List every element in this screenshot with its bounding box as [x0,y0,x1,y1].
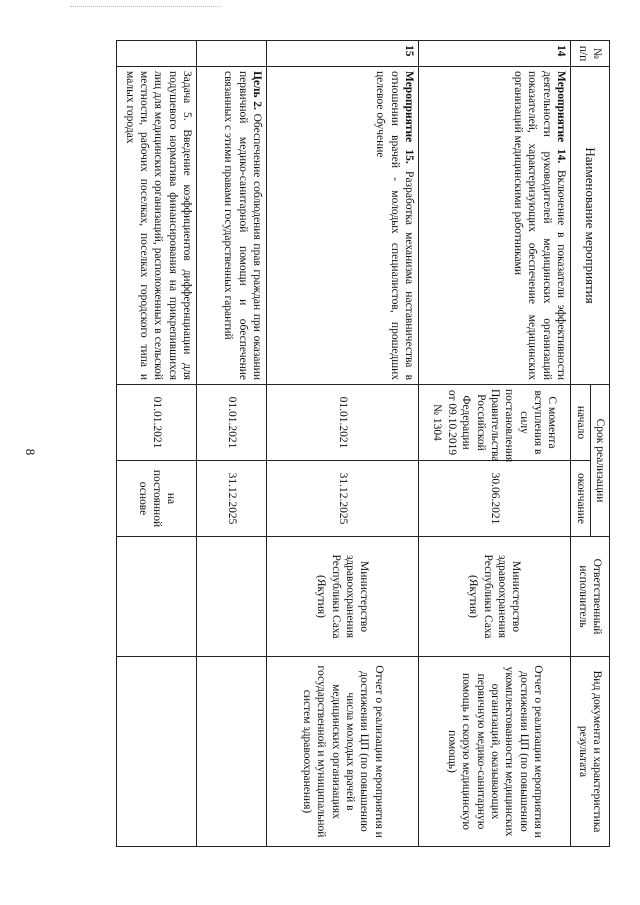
end-date: на постоянной основе [117,461,197,537]
executor: Министерство здравоохранения Республики Саха (Якутия) [267,537,419,657]
task-title: Задача 5. [181,71,194,121]
goal-cell [197,67,267,385]
header-period: Срок реализации [590,385,609,537]
measures-table [116,40,610,847]
goal-title: Цель 2. [251,71,264,110]
result-description [117,657,197,847]
table-header-row [590,41,609,847]
start-date: 01.01.2021 [197,385,267,461]
row-number [117,41,197,67]
table-row [117,41,197,847]
row-number [197,41,267,67]
measure-cell [267,67,419,385]
task-text: Введение коэффициентов дифференциации для подушевого норматива финансирования на прикрепившихся лиц для медицинских организаций, расположенных в сельской местности, рабочих поселках, поселках городского типа и малых городах [123,71,194,381]
header-executor: Ответственный исполнитель [571,537,610,657]
start-date: С момента вступления в силу постановления Правительства Российской Федерации от 09.10.2019 № 1304 [419,385,571,461]
result-description: Отчет о реализации мероприятия и достижении ЦП (по повышению укомплектованности медицинских организаций, оказывающих первичную медико-санитарную помощь и скорую медицинскую помощь) [419,657,571,847]
end-date: 30.06.2021 [419,461,571,537]
header-number: № п/п [571,41,610,67]
table-row [197,41,267,847]
result-description [197,657,267,847]
table-row [419,41,571,847]
measure-text: Разработка механизма наставничества в отношении врачей - молодых специалистов, прошедших целевое обучение [374,71,416,381]
measure-title: Мероприятие 14. [555,71,568,164]
start-date: 01.01.2021 [267,385,419,461]
executor [117,537,197,657]
end-date: 31.12.2025 [267,461,419,537]
executor [197,537,267,657]
scan-artifact-line [70,6,220,7]
table-row [267,41,419,847]
row-number: 14 [419,41,571,67]
header-result: Вид документа и характеристика результата [571,657,610,847]
measure-title: Мероприятие 15. [403,71,416,164]
start-date: 01.01.2021 [117,385,197,461]
row-number: 15 [267,41,419,67]
executor: Министерство здравоохранения Республики Саха (Якутия) [419,537,571,657]
task-cell [117,67,197,385]
header-end: окончание [571,461,590,537]
header-name: Наименование мероприятия [571,67,610,385]
header-start: начало [571,385,590,461]
result-description: Отчет о реализации мероприятия и достижении ЦП (по повышению числа молодых врачей в медицинских организациях государственной и муниципальной систем здравоохранения) [267,657,419,847]
landscape-table-container [85,40,610,846]
measure-cell [419,67,571,385]
end-date: 31.12.2025 [197,461,267,537]
goal-text: Обеспечение соблюдения прав граждан при оказании первичной медико-санитарной помощи и обеспечение связанных с этими правами государственных гарантий [222,71,264,380]
page-number: 8 [23,448,38,456]
measure-text: Включение в показатели эффективности деятельности руководителей медицинских организаций показателей, характеризующих обеспечение медицинских организаций медицинскими работниками [512,71,568,380]
